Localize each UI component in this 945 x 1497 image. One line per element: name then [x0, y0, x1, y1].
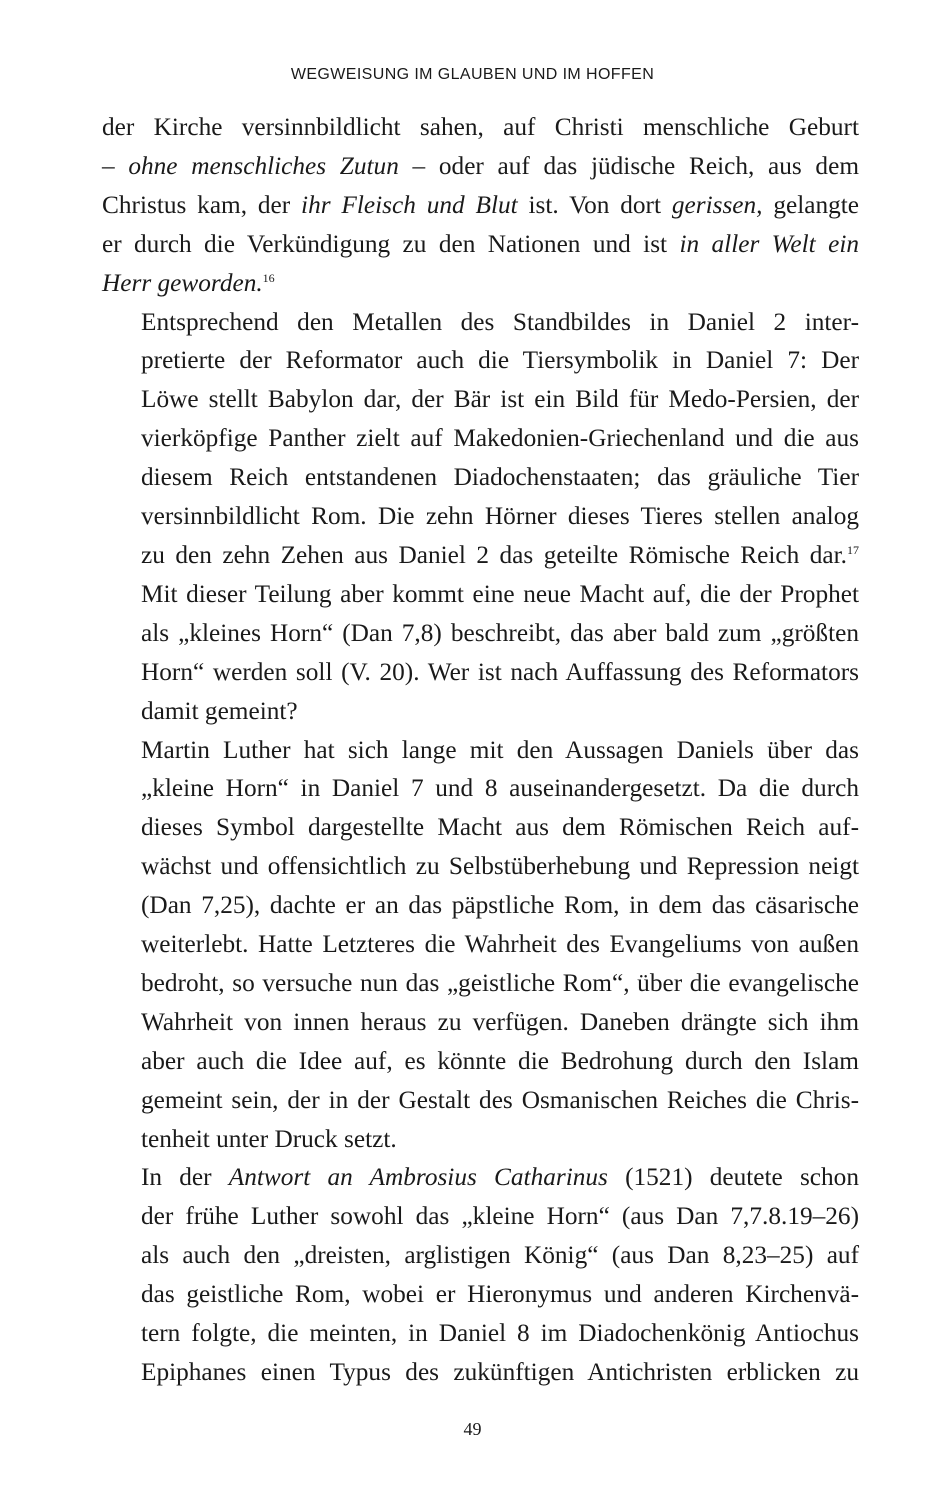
italic-text: Herr geworden. [102, 268, 263, 297]
text-line: zu den zehn Zehen aus Daniel 2 das geteilte Römische Reich dar.$^{17}$ [141, 540, 859, 569]
text-line: Mit dieser Teilung aber kommt eine neue Macht auf, die der Prophet [141, 579, 859, 608]
page-number: 49 [463, 1419, 482, 1439]
text-line: Entsprechend den Metallen des Standbildes in Daniel 2 inter- [141, 307, 859, 336]
text-line: Löwe stellt Babylon dar, der Bär ist ein Bild für Medo-Persien, der [141, 385, 859, 414]
text-line: tern folgte, die meinten, in Daniel 8 im Diadochenkönig Antiochus [141, 1319, 859, 1348]
text-line: wächst und offensichtlich zu Selbstüberhebung und Repression neigt [141, 852, 859, 881]
text-line: pretierte der Reformator auch die Tiersymbolik in Daniel 7: Der [141, 346, 859, 375]
text-line: Epiphanes einen Typus des zukünftigen Antichristen erblicken zu [141, 1358, 859, 1386]
text-line: der frühe Luther sowohl das „kleine Horn“ (aus Dan 7,7.8.19–26) [141, 1202, 859, 1231]
text-line: gemeint sein, der in der Gestalt des Osmanischen Reiches die Chris- [141, 1085, 859, 1114]
text-line: Wahrheit von innen heraus zu verfügen. Daneben drängte sich ihm [141, 1007, 859, 1036]
italic-text: gerissen, [671, 190, 763, 219]
text-line: Horn“ werden soll (V. 20). Wer ist nach Auffassung des Reformators [141, 657, 859, 686]
text-line: er durch die Verkündigung zu den Nationen und ist in aller Welt ein [102, 229, 859, 258]
text-line: der Kirche versinnbildlicht sahen, auf Christi menschliche Geburt [102, 113, 859, 141]
footnote-ref: 17 [847, 542, 859, 557]
text-line: das geistliche Rom, wobei er Hieronymus und anderen Kirchenvä- [141, 1280, 859, 1309]
italic-text: Antwort an Ambrosius Catharinus [228, 1163, 608, 1192]
text-line: Martin Luther hat sich lange mit den Aussagen Daniels über das [141, 735, 859, 764]
text-line: versinnbildlicht Rom. Die zehn Hörner dieses Tieres stellen analog [141, 502, 859, 531]
italic-text: ihr Fleisch und Blut [301, 190, 518, 219]
text-line [102, 264, 859, 303]
text-line: tenheit unter Druck setzt. [141, 1124, 397, 1153]
paragraph-3 [102, 731, 859, 1159]
text-line: Christus kam, der ihr Fleisch und Blut ist. Von dort gerissen, gelangte [102, 190, 860, 219]
running-head: WEGWEISUNG IM GLAUBEN UND IM HOFFEN [290, 66, 655, 83]
italic-text: ohne menschliches Zutun [128, 151, 399, 180]
text-line: dieses Symbol dargestellte Macht aus dem Römischen Reich auf- [141, 813, 859, 842]
text-line: (Dan 7,25), dachte er an das päpstliche Rom, in dem das cäsarische [141, 891, 859, 920]
text-line: „kleine Horn“ in Daniel 7 und 8 auseinandergesetzt. Da die durch [141, 774, 859, 803]
text-line: weiterlebt. Hatte Letzteres die Wahrheit des Evangeliums von außen [141, 930, 859, 959]
paragraph-2 [102, 303, 859, 731]
text-line: damit gemeint? [141, 696, 298, 725]
paragraph-4 [102, 1158, 859, 1391]
text-line: In der Antwort an Ambrosius Catharinus (1521) deutete schon [141, 1163, 859, 1192]
italic-text: in aller Welt ein [679, 229, 859, 258]
body-text [102, 108, 859, 1392]
text-line: als „kleines Horn“ (Dan 7,8) beschreibt, das aber bald zum „größten [141, 618, 859, 647]
footnote-ref: 16 [262, 270, 275, 285]
text-line: vierköpfige Panther zielt auf Makedonien-Griechenland und die aus [141, 424, 859, 453]
text-line: – ohne menschliches Zutun – oder auf das jüdische Reich, aus dem [102, 151, 859, 180]
paragraph-1 [102, 108, 859, 303]
text-line: als auch den „dreisten, arglistigen König“ (aus Dan 8,23–25) auf [141, 1241, 859, 1270]
text-line: aber auch die Idee auf, es könnte die Bedrohung durch den Islam [141, 1046, 859, 1075]
text-line: diesem Reich entstandenen Diadochenstaaten; das gräuliche Tier [141, 463, 859, 492]
text-line: bedroht, so versuche nun das „geistliche Rom“, über die evangelische [141, 968, 859, 997]
